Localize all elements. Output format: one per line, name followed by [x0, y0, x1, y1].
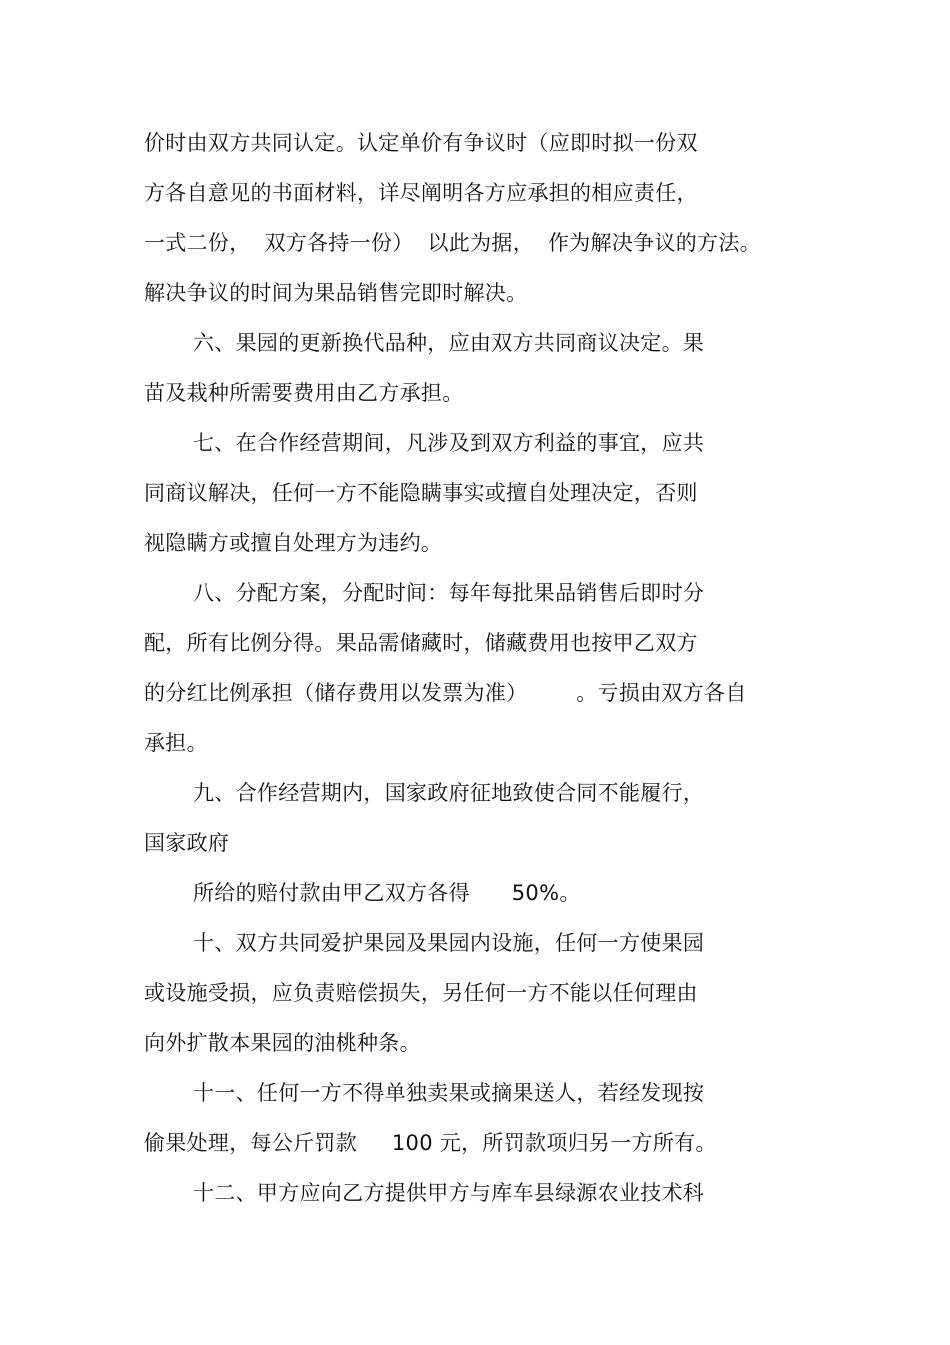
text-line: 向外扩散本果园的油桃种条。	[144, 1031, 421, 1055]
text-line: 解决争议的时间为果品销售完即时解决。	[144, 281, 528, 305]
text-line: 苗及栽种所需要费用由乙方承担。	[144, 381, 464, 405]
text-line: 一式二份， 双方各持一份） 以此为据， 作为解决争议的方法。	[144, 231, 761, 255]
text-line: 国家政府	[144, 831, 230, 855]
text-line: 配，所有比例分得。果品需储藏时，储藏费用也按甲乙双方	[144, 631, 698, 655]
text-line: 九、合作经营期内，国家政府征地致使合同不能履行，	[193, 781, 705, 805]
text-line: 或设施受损，应负责赔偿损失，另任何一方不能以任何理由	[144, 981, 698, 1005]
text-line: 方各自意见的书面材料，详尽阐明各方应承担的相应责任，	[144, 181, 698, 205]
text-line: 价时由双方共同认定。认定单价有争议时（应即时拟一份双	[144, 131, 698, 155]
text-line: 十一、任何一方不得单独卖果或摘果送人，若经发现按	[193, 1081, 705, 1105]
text-line: 七、在合作经营期间，凡涉及到双方利益的事宜，应共	[193, 431, 705, 455]
text-line: 八、分配方案，分配时间：每年每批果品销售后即时分	[193, 581, 705, 605]
text-line: 承担。	[144, 731, 208, 755]
text-line: 视隐瞒方或擅自处理方为违约。	[144, 531, 443, 555]
text-line: 的分红比例承担（储存费用以发票为准） 。亏损由双方各自	[144, 681, 747, 705]
text-line: 十、双方共同爱护果园及果园内设施，任何一方使果园	[193, 931, 705, 955]
text-line: 十二、甲方应向乙方提供甲方与库车县绿源农业技术科	[193, 1181, 705, 1205]
text-line: 六、果园的更新换代品种，应由双方共同商议决定。果	[193, 331, 705, 355]
text-line: 所给的赔付款由甲乙双方各得 50%。	[193, 881, 581, 905]
text-line: 同商议解决，任何一方不能隐瞒事实或擅自处理决定，否则	[144, 481, 698, 505]
text-line: 偷果处理，每公斤罚款 100 元，所罚款项归另一方所有。	[144, 1131, 717, 1155]
